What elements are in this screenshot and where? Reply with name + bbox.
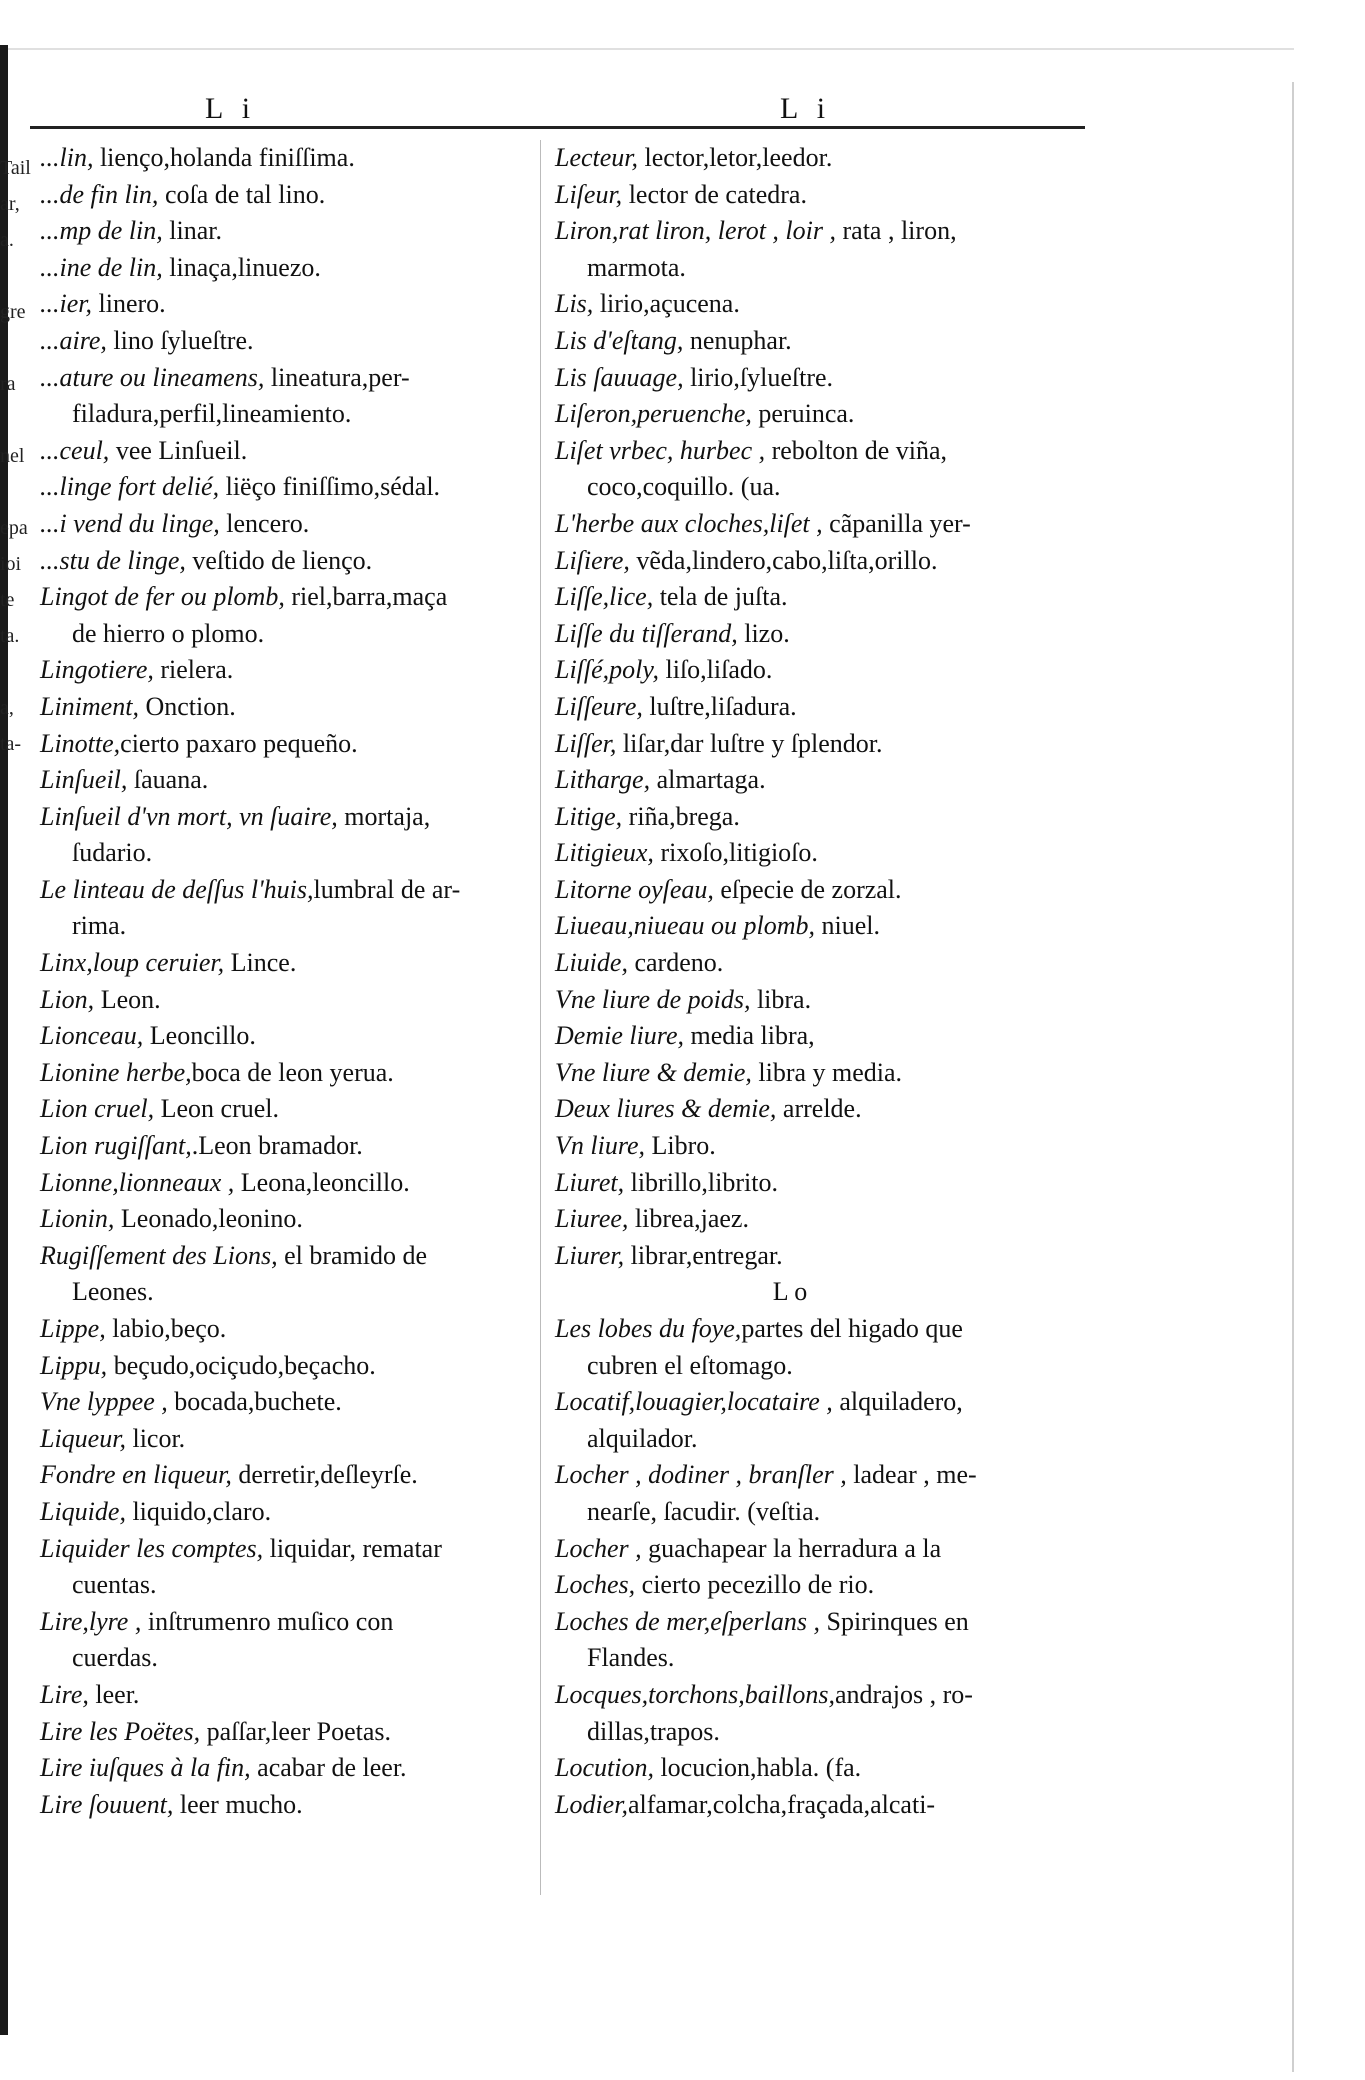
entry-translation: media libra, (684, 1021, 815, 1051)
dictionary-entry (555, 1494, 1065, 1531)
entry-headword: Lire les Poëtes, (40, 1716, 201, 1746)
entry-translation: alquiladero, (832, 1387, 963, 1417)
entry-headword: Liſſé,poly, (555, 655, 659, 685)
dictionary-entry (555, 506, 1065, 543)
entry-translation: boca de leon yerua. (191, 1057, 394, 1087)
dictionary-entry (40, 286, 510, 323)
entry-translation: de hierro o plomo. (72, 618, 265, 648)
dictionary-entry (40, 213, 510, 250)
dictionary-entry (40, 1018, 510, 1055)
entry-headword: Les lobes du foye, (555, 1314, 742, 1343)
entry-translation: linaça,linuezo. (162, 252, 321, 282)
entry-translation: alfamar,colcha,fraçada,alcati- (627, 1789, 936, 1819)
entry-headword: Lire, (40, 1679, 89, 1709)
entry-translation: luſtre,liſadura. (642, 691, 797, 721)
entry-headword: Lion cruel, (40, 1094, 155, 1124)
dictionary-entry (555, 982, 1065, 1019)
dictionary-entry (555, 1750, 1065, 1787)
entry-translation: Libro. (645, 1131, 716, 1161)
dictionary-entry (555, 1055, 1065, 1092)
entry-headword: Liniment, (40, 691, 139, 721)
column-divider (540, 140, 541, 1895)
section-heading (555, 1274, 1065, 1311)
entry-translation: cuentas. (72, 1570, 157, 1600)
entry-headword: Lionne,lionneaux , (40, 1167, 235, 1197)
entry-headword: Locher , (555, 1533, 642, 1563)
dictionary-entry (555, 1201, 1065, 1238)
entry-headword: Liſiere, (555, 545, 630, 575)
entry-translation: ladear , me- (846, 1460, 977, 1490)
entry-headword: Liſſe du tiſſerand, (555, 618, 738, 648)
dictionary-entry (40, 1128, 510, 1165)
entry-headword: Liuret, (555, 1167, 625, 1197)
entry-translation: derretir,deſleyrſe. (231, 1460, 418, 1490)
dictionary-entry (40, 140, 510, 177)
entry-headword: Vne liure & demie, (555, 1057, 752, 1087)
dictionary-entry (555, 1457, 1065, 1494)
dictionary-entry (40, 835, 510, 872)
entry-translation: licor. (125, 1423, 186, 1453)
entry-headword: Liuide, (555, 948, 628, 978)
entry-headword: Lire ſouuent, (40, 1789, 174, 1819)
entry-headword: Liuree, (555, 1204, 629, 1234)
entry-headword: ...ature ou lineamens, (40, 362, 265, 392)
dictionary-entry (555, 1311, 1065, 1348)
entry-headword: Liurer, (555, 1240, 625, 1270)
dictionary-entry (555, 652, 1065, 689)
entry-translation: lizo. (737, 618, 790, 648)
entry-headword: Lion, (40, 984, 95, 1014)
dictionary-entry (40, 1750, 510, 1787)
dictionary-entry (555, 140, 1065, 177)
entry-headword: Demie liure, (555, 1021, 684, 1051)
entry-headword: Liſſer, (555, 728, 617, 758)
entry-translation: librea,jaez. (628, 1204, 749, 1234)
dictionary-entry (555, 250, 1065, 287)
entry-headword: Lionine herbe, (40, 1057, 192, 1087)
dictionary-entry (555, 1238, 1065, 1275)
entry-translation: riel,barra,maça (284, 582, 448, 612)
running-head-left: L i (205, 92, 257, 125)
entry-translation: Leonado,leonino. (114, 1204, 303, 1234)
entry-headword: Lis ſauuage, (555, 362, 684, 392)
entry-translation: el bramido de (277, 1240, 428, 1270)
dictionary-entry (40, 689, 510, 726)
entry-translation: acabar de leer. (250, 1753, 407, 1783)
gutter-text (0, 474, 22, 510)
entry-headword: Vn liure, (555, 1131, 646, 1161)
entry-translation: libra y media. (751, 1057, 903, 1087)
dictionary-entry (40, 872, 510, 909)
dictionary-entry (40, 616, 510, 653)
gutter-text: Tail (0, 157, 31, 179)
entry-translation: librillo,librito. (624, 1167, 778, 1197)
dictionary-entry (555, 1677, 1065, 1714)
entry-headword: Litige, (555, 801, 623, 831)
entry-translation: lencero. (219, 508, 310, 538)
dictionary-entry (40, 1494, 510, 1531)
dictionary-entry (40, 1274, 510, 1311)
dictionary-entry (40, 1238, 510, 1275)
dictionary-entry (40, 652, 510, 689)
entry-translation: coco,coquillo. (ua. (587, 472, 781, 502)
entry-headword: Linſueil d'vn mort, vn ſuaire, (40, 801, 338, 831)
entry-translation: almartaga. (650, 765, 766, 795)
entry-headword: Lire iuſques à la fin, (40, 1753, 251, 1783)
gutter-text: a, (0, 697, 14, 719)
page-right-edge (1292, 82, 1294, 2072)
dictionary-entry (555, 689, 1065, 726)
dictionary-entry (555, 1421, 1065, 1458)
dictionary-entry (40, 762, 510, 799)
gutter-text: nel (0, 445, 25, 467)
entry-translation: andrajos , ro- (834, 1679, 973, 1709)
dictionary-entry (555, 1787, 1065, 1824)
entry-translation: partes del higado que (741, 1314, 963, 1343)
entry-translation: Lince. (224, 948, 297, 978)
dictionary-entry (40, 506, 510, 543)
dictionary-entry (40, 1311, 510, 1348)
entry-translation: Leoncillo. (143, 1021, 256, 1051)
entry-headword: ...ier, (40, 289, 92, 319)
entry-translation: niuel. (815, 911, 880, 941)
entry-translation: eſpecie de zorzal. (713, 874, 902, 904)
dictionary-entry (555, 433, 1065, 470)
entry-headword: Lingotiere, (40, 655, 154, 685)
entry-headword: ...linge fort delié, (40, 472, 220, 502)
entry-headword: Litorne oyſeau, (555, 874, 714, 904)
dictionary-entry (555, 1604, 1065, 1641)
dictionary-entry (555, 1384, 1065, 1421)
gutter-text (0, 258, 22, 294)
entry-translation: leer. (88, 1679, 140, 1709)
entry-headword: Liſſeure, (555, 691, 643, 721)
entry-headword: Liron,rat liron, lerot , loir , (555, 216, 836, 246)
gutter-text (0, 654, 22, 690)
dictionary-entry (555, 1128, 1065, 1165)
entry-translation: liquidar, rematar (263, 1533, 442, 1563)
entry-headword: Liſet vrbec, hurbec , (555, 435, 766, 465)
entry-headword: Lis d'eſtang, (555, 325, 684, 355)
entry-headword: Liſeur, (555, 179, 623, 209)
entry-translation: dillas,trapos. (587, 1716, 720, 1746)
dictionary-entry (40, 250, 510, 287)
entry-translation: Spirinques en (820, 1606, 969, 1636)
dictionary-entry (555, 543, 1065, 580)
dictionary-entry (555, 616, 1065, 653)
gutter-text: ar, (0, 193, 20, 215)
entry-translation: cierto paxaro pequeño. (120, 728, 358, 758)
dictionary-entry (40, 433, 510, 470)
entry-translation: liëço finiſſimo,sédal. (219, 472, 441, 502)
entry-translation: .Leon bramador. (191, 1131, 363, 1161)
entry-translation: linero. (92, 289, 166, 319)
entry-translation: filadura,perfil,lineamiento. (72, 399, 352, 429)
entry-translation: locucion,habla. (fa. (653, 1753, 862, 1783)
entry-headword: ...i vend du linge, (40, 508, 220, 538)
dictionary-entry (555, 1091, 1065, 1128)
entry-headword: Litigieux, (555, 838, 654, 868)
dictionary-entry (40, 1348, 510, 1385)
entry-headword: Le linteau de deſſus l'huis, (40, 874, 314, 904)
entry-headword: Loches de mer,eſperlans , (555, 1606, 821, 1636)
entry-translation: alquilador. (587, 1423, 698, 1453)
entry-translation: mortaja, (337, 801, 431, 831)
entry-headword: ...stu de linge, (40, 545, 186, 575)
dictionary-entry (40, 1201, 510, 1238)
entry-translation: libra. (750, 984, 812, 1014)
entry-translation: Onction. (138, 691, 236, 721)
entry-translation: nearſe, ſacudir. (veſtia. (587, 1496, 821, 1526)
gutter-text: ta. (0, 625, 20, 647)
gutter-text: ioi (0, 553, 22, 575)
dictionary-entry (40, 1787, 510, 1824)
entry-headword: Vne lyppee , (40, 1387, 168, 1417)
dictionary-entry (40, 177, 510, 214)
entry-headword: Deux liures & demie, (555, 1094, 777, 1124)
dictionary-entry (40, 1604, 510, 1641)
entry-translation: leer mucho. (173, 1789, 303, 1819)
gutter-text: gre (0, 301, 26, 323)
entry-translation: marmota. (587, 252, 686, 282)
entry-headword: Lionceau, (40, 1021, 144, 1051)
entry-headword: ...aire, (40, 325, 107, 355)
entry-translation: lino ſylueſtre. (106, 325, 254, 355)
entry-headword: Lis, (555, 289, 594, 319)
entry-headword: Lecteur, (555, 143, 639, 172)
entry-headword: Lodier, (555, 1789, 628, 1819)
entry-headword: ...ine de lin, (40, 252, 163, 282)
entry-translation: linar. (162, 216, 222, 246)
entry-headword: Liquider les comptes, (40, 1533, 264, 1563)
entry-translation: rixoſo,litigioſo. (653, 838, 818, 868)
entry-translation: vẽda,lindero,cabo,liſta,orillo. (629, 545, 938, 575)
dictionary-entry (555, 469, 1065, 506)
entry-translation: rata , liron, (836, 216, 957, 246)
dictionary-entry (555, 872, 1065, 909)
gutter-text: te (0, 589, 15, 611)
dictionary-entry (40, 799, 510, 836)
entry-headword: Fondre en liqueur, (40, 1460, 232, 1490)
header-rule (30, 126, 1085, 129)
entry-translation: lector,letor,leedor. (638, 143, 833, 172)
entry-headword: Lion rugiſſant, (40, 1131, 192, 1161)
gutter-text (0, 330, 22, 366)
entry-headword: Linotte, (40, 728, 121, 758)
entry-translation: arrelde. (776, 1094, 862, 1124)
entry-translation: liſo,liſado. (659, 655, 773, 685)
entry-translation: cãpanilla yer- (822, 508, 971, 538)
dictionary-entry (555, 360, 1065, 397)
entry-translation: cubren el eſtomago. (587, 1350, 793, 1380)
entry-headword: ...mp de lin, (40, 216, 163, 246)
dictionary-column-left (40, 140, 510, 1823)
dictionary-entry (555, 1165, 1065, 1202)
dictionary-entry (40, 1567, 510, 1604)
entry-headword: Lippu, (40, 1350, 108, 1380)
entry-translation: paſſar,leer Poetas. (200, 1716, 392, 1746)
entry-headword: Liqueur, (40, 1423, 126, 1453)
entry-translation: lienço,holanda finiſſima. (93, 143, 355, 172)
dictionary-entry (40, 982, 510, 1019)
entry-translation: lirio,açucena. (593, 289, 740, 319)
dictionary-entry (40, 1165, 510, 1202)
entry-headword: Locution, (555, 1753, 654, 1783)
page-top-edge (8, 48, 1294, 50)
entry-headword: Rugiſſement des Lions, (40, 1240, 278, 1270)
dictionary-entry (40, 543, 510, 580)
dictionary-entry (555, 323, 1065, 360)
dictionary-entry (555, 579, 1065, 616)
dictionary-entry (40, 1677, 510, 1714)
entry-translation: labio,beço. (105, 1314, 227, 1343)
dictionary-entry (40, 1055, 510, 1092)
dictionary-entry (40, 908, 510, 945)
dictionary-entry (555, 835, 1065, 872)
dictionary-entry (40, 1640, 510, 1677)
entry-headword: Locatif,louagier,locataire , (555, 1387, 833, 1417)
dictionary-entry (40, 1531, 510, 1568)
dictionary-entry (40, 1714, 510, 1751)
entry-translation: guachapear la herradura a la (641, 1533, 942, 1563)
entry-translation: cierto pecezillo de rio. (635, 1570, 875, 1600)
dictionary-entry (555, 286, 1065, 323)
dictionary-entry (555, 762, 1065, 799)
dictionary-entry (40, 1091, 510, 1128)
entry-translation: librar,entregar. (624, 1240, 783, 1270)
entry-translation: L o (772, 1277, 808, 1307)
entry-translation: rebolton de viña, (765, 435, 948, 465)
entry-translation: nenuphar. (683, 325, 792, 355)
entry-translation: cuerdas. (72, 1643, 158, 1673)
dictionary-entry (555, 726, 1065, 763)
entry-translation: cardeno. (627, 948, 724, 978)
entry-headword: Loches, (555, 1570, 636, 1600)
entry-translation: vee Linſueil. (109, 435, 248, 465)
entry-translation: Leones. (72, 1277, 154, 1307)
gutter-text (0, 402, 22, 438)
entry-translation: Flandes. (587, 1643, 675, 1673)
dictionary-entry (40, 579, 510, 616)
entry-translation: beçudo,ociçudo,beçacho. (107, 1350, 376, 1380)
dictionary-entry (555, 1714, 1065, 1751)
entry-headword: Linx,loup ceruier, (40, 948, 225, 978)
entry-headword: Vne liure de poids, (555, 984, 751, 1014)
gutter-text: a. (0, 229, 14, 251)
entry-headword: Liquide, (40, 1496, 126, 1526)
entry-translation: tela de juſta. (653, 582, 788, 612)
entry-translation: lumbral de ar- (313, 874, 461, 904)
entry-headword: Liſeron,peruenche, (555, 399, 752, 429)
dictionary-entry (555, 177, 1065, 214)
entry-translation: bocada,buchete. (167, 1387, 342, 1417)
entry-translation: Leon cruel. (154, 1094, 279, 1124)
entry-translation: liquido,claro. (125, 1496, 272, 1526)
entry-headword: Locher , dodiner , branſler , (555, 1460, 847, 1490)
entry-translation: veſtido de lienço. (185, 545, 373, 575)
entry-translation: Leon. (94, 984, 161, 1014)
gutter-text: ra (0, 373, 16, 395)
dictionary-entry (40, 945, 510, 982)
entry-translation: inſtrumenro muſico con (141, 1606, 394, 1636)
dictionary-entry (40, 323, 510, 360)
running-head-right: L i (780, 92, 832, 125)
dictionary-entry (555, 1018, 1065, 1055)
dictionary-column-right (555, 140, 1065, 1823)
entry-translation: rima. (72, 911, 127, 941)
dictionary-entry (555, 1348, 1065, 1385)
entry-translation: peruinca. (751, 399, 855, 429)
entry-translation: lector de catedra. (622, 179, 807, 209)
entry-headword: Lire,lyre , (40, 1606, 142, 1636)
entry-headword: Lippe, (40, 1314, 106, 1343)
entry-headword: ...de fin lin, (40, 179, 159, 209)
dictionary-entry (555, 1567, 1065, 1604)
entry-translation: lineatura,per- (264, 362, 410, 392)
entry-headword: L'herbe aux cloches,liſet , (555, 508, 823, 538)
dictionary-entry (555, 396, 1065, 433)
entry-headword: Lionin, (40, 1204, 115, 1234)
dictionary-entry (40, 469, 510, 506)
entry-headword: Litharge, (555, 765, 651, 795)
dictionary-entry (40, 726, 510, 763)
dictionary-entry (555, 799, 1065, 836)
dictionary-entry (40, 360, 510, 397)
entry-translation: Leona,leoncillo. (234, 1167, 410, 1197)
dictionary-entry (40, 1384, 510, 1421)
facing-page-fragment (0, 150, 31, 770)
entry-translation: lirio,ſylueſtre. (683, 362, 834, 392)
dictionary-entry (40, 396, 510, 433)
dictionary-entry (40, 1421, 510, 1458)
entry-translation: ſudario. (72, 838, 153, 868)
entry-headword: ...ceul, (40, 435, 110, 465)
entry-translation: liſar,dar luſtre y ſplendor. (616, 728, 883, 758)
dictionary-entry (555, 908, 1065, 945)
dictionary-entry (555, 1531, 1065, 1568)
entry-headword: ...lin, (40, 143, 94, 172)
dictionary-entry (555, 213, 1065, 250)
entry-headword: Lingot de fer ou plomb, (40, 582, 285, 612)
entry-translation: riña,brega. (622, 801, 740, 831)
entry-headword: Linſueil, (40, 765, 128, 795)
gutter-text: ta- (0, 733, 22, 755)
gutter-text: epa (0, 517, 28, 539)
entry-headword: Liſſe,lice, (555, 582, 654, 612)
entry-translation: ſauana. (127, 765, 209, 795)
entry-translation: rielera. (153, 655, 234, 685)
dictionary-entry (40, 1457, 510, 1494)
entry-headword: Locques,torchons,baillons, (555, 1679, 835, 1709)
entry-headword: Liueau,niueau ou plomb, (555, 911, 815, 941)
dictionary-entry (555, 1640, 1065, 1677)
dictionary-entry (555, 945, 1065, 982)
entry-translation: coſa de tal lino. (158, 179, 326, 209)
